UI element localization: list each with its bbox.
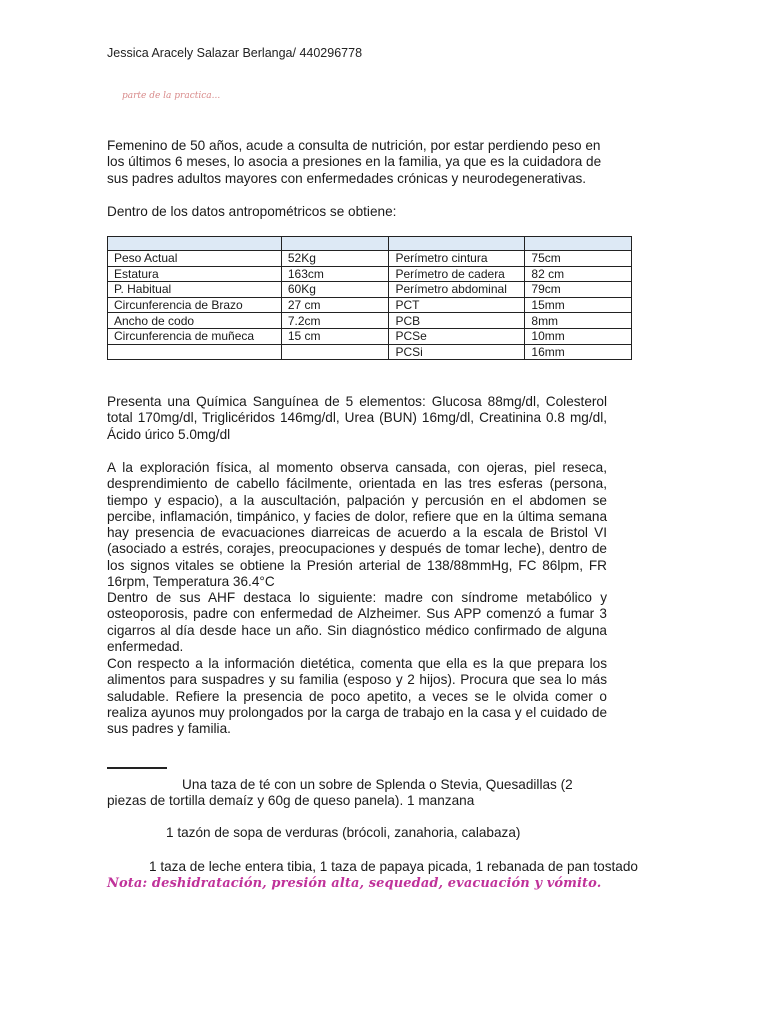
meal-item: 1 tazón de sopa de verduras (brócoli, zanahoria, calabaza) <box>166 825 521 840</box>
table-cell: 15 cm <box>281 328 389 344</box>
table-cell: 82 cm <box>525 266 632 282</box>
table-row <box>108 266 632 282</box>
table-row <box>108 344 632 360</box>
table-cell: PCSe <box>389 328 525 344</box>
table-header-cell <box>389 237 525 251</box>
table-cell: Circunferencia de muñeca <box>108 328 282 344</box>
table-cell: 163cm <box>281 266 389 282</box>
table-row <box>108 313 632 329</box>
family-history-paragraph: Dentro de sus AHF destaca lo siguiente: madre con síndrome metabólico y osteoporosis, padre con enfermedad de Alzheimer. Sus APP comenzó a fumar 3 cigarros al día desde hace un año. Sin diagnóstico médico confirmado de alguna enfermedad. <box>107 590 607 654</box>
table-cell: 8mm <box>525 313 632 329</box>
table-row <box>108 297 632 313</box>
table-row <box>108 328 632 344</box>
table-cell <box>108 344 282 360</box>
table-cell: Peso Actual <box>108 251 282 267</box>
table-cell: 15mm <box>525 297 632 313</box>
table-cell: Perímetro abdominal <box>389 282 525 298</box>
physical-exam-paragraph: A la exploración física, al momento observa cansada, con ojeras, piel reseca, desprendimiento de cabello fácilmente, orientada en las tres esferas (persona, tiempo y espacio), a la auscultación, palpación y percusión en el abdomen se percibe, inflamación, timpánico, y facies de dolor, refiere que en la última semana hay presencia de evacuaciones diarreicas de acuerdo a la escala de Bristol VI (asociado a estrés, corajes, preocupaciones y después de tomar leche), dentro de los signos vitales se obtiene la Presión arterial de 138/88mmHg, FC 86lpm, FR 16rpm, Temperatura 36.4°C <box>107 460 607 590</box>
table-cell: 75cm <box>525 251 632 267</box>
table-header-cell <box>281 237 389 251</box>
table-header-row <box>108 237 632 251</box>
divider-line <box>107 767 167 769</box>
author-header: Jessica Aracely Salazar Berlanga/ 440296778 <box>107 46 363 60</box>
table-cell: 16mm <box>525 344 632 360</box>
table-cell: Perímetro de cadera <box>389 266 525 282</box>
handwritten-observation-note: Nota: deshidratación, presión alta, sequedad, evacuación y vómito. <box>107 876 602 891</box>
anthropometric-intro: Dentro de los datos antropométricos se obtiene: <box>107 204 397 219</box>
meal-item: Una taza de té con un sobre de Splenda o Stevia, Quesadillas (2 piezas de tortilla demaíz y 60g de queso panela). 1 manzana <box>107 777 573 809</box>
table-cell: P. Habitual <box>108 282 282 298</box>
table-cell: PCT <box>389 297 525 313</box>
table-cell: 60Kg <box>281 282 389 298</box>
anthropometric-table <box>107 236 632 360</box>
table-cell: PCB <box>389 313 525 329</box>
table-cell: 52Kg <box>281 251 389 267</box>
table-cell: Ancho de codo <box>108 313 282 329</box>
meal-item: 1 taza de leche entera tibia, 1 taza de papaya picada, 1 rebanada de pan tostado <box>149 859 638 874</box>
blood-chemistry-paragraph: Presenta una Química Sanguínea de 5 elementos: Glucosa 88mg/dl, Colesterol total 170mg/dl, Triglicéridos 146mg/dl, Urea (BUN) 16mg/dl, Creatinina 0.8 mg/dl, Ácido úrico 5.0mg/dl <box>107 394 607 442</box>
table-cell <box>281 344 389 360</box>
table-cell: 27 cm <box>281 297 389 313</box>
handwritten-note: parte de la practica... <box>122 91 221 101</box>
table-cell: 7.2cm <box>281 313 389 329</box>
table-cell: 79cm <box>525 282 632 298</box>
dietary-info-paragraph: Con respecto a la información dietética, comenta que ella es la que prepara los alimentos para suspadres y su familia (esposo y 2 hijos). Procura que sea lo más saludable. Refiere la presencia de poco apetito, a veces se le olvida comer o realiza ayunos muy prolongados por la carga de trabajo en la casa y el cuidado de sus padres y familia. <box>107 656 607 737</box>
table-row <box>108 251 632 267</box>
table-row <box>108 282 632 298</box>
table-cell: PCSi <box>389 344 525 360</box>
table-cell: Estatura <box>108 266 282 282</box>
table-cell: 10mm <box>525 328 632 344</box>
table-cell: Circunferencia de Brazo <box>108 297 282 313</box>
case-intro-paragraph: Femenino de 50 años, acude a consulta de nutrición, por estar perdiendo peso en los últimos 6 meses, lo asocia a presiones en la familia, ya que es la cuidadora de sus padres adultos mayores con enfermedades crónicas y neurodegenerativas. <box>107 138 602 186</box>
table-header-cell <box>108 237 282 251</box>
table-cell: Perímetro cintura <box>389 251 525 267</box>
table-header-cell <box>525 237 632 251</box>
